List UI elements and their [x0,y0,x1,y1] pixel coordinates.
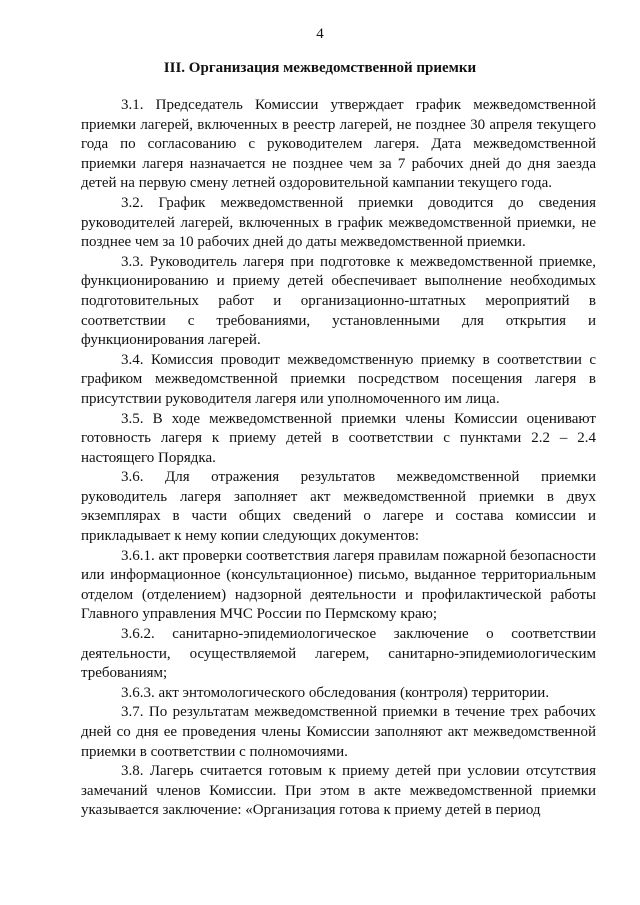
paragraph-3-8: 3.8. Лагерь считается готовым к приему детей при условии отсутствия замечаний членов Комиссии. При этом в акте межведомственной приемки указывается заключение: «Организация готова к приему детей в период [81,763,596,819]
paragraph-3-6-3: 3.6.3. акт энтомологического обследования (контроля) территории. [121,684,550,701]
section-title: III. Организация межведомственной приемки [163,60,477,76]
paragraph-3-6-2: 3.6.2. санитарно-эпидемиологическое заключение о соответствии деятельности, осуществляемой лагерем, санитарно-эпидемиологическим требованиям; [81,626,596,682]
paragraph-3-1: 3.1. Председатель Комиссии утверждает график межведомственной приемки лагерей, включенных в реестр лагерей, не позднее 30 апреля текущего года по согласованию с руководителем лагеря. Дата межведомственной приемки лагеря назначается не позднее чем за 7 рабочих дней до дня заезда детей на первую смену летней оздоровительной кампании текущего года. [81,97,596,192]
paragraph-3-7: 3.7. По результатам межведомственной приемки в течение трех рабочих дней со дня ее проведения члены Комиссии заполняют акт межведомственной приемки в соответствии с полномочиями. [81,704,596,760]
paragraph-3-5: 3.5. В ходе межведомственной приемки члены Комиссии оценивают готовность лагеря к приему детей в соответствии с пунктами 2.2 – 2.4 настоящего Порядка. [81,410,596,466]
paragraph-3-4: 3.4. Комиссия проводит межведомственную приемку в соответствии с графиком межведомственной приемки посредством посещения лагеря в присутствии руководителя лагеря или уполномоченного им лица. [81,351,596,407]
page-number: 4 [316,26,324,42]
document-body [81,96,596,821]
paragraph-3-6-1: 3.6.1. акт проверки соответствия лагеря правилам пожарной безопасности или информационное (консультационное) письмо, выданное территориальным отделом (отделением) надзорной деятельности и профилактической работы Главного управления МЧС России по Пермскому краю; [81,547,596,623]
paragraph-3-2: 3.2. График межведомственной приемки доводится до сведения руководителей лагерей, включенных в график межведомственной приемки, не позднее чем за 10 рабочих дней до даты межведомственной приемки. [81,194,596,251]
paragraph-3-3: 3.3. Руководитель лагеря при подготовке к межведомственной приемке, функционированию и приему детей обеспечивает выполнение необходимых подготовительных работ и организационно-штатных мероприятий в соответствии с требованиями, установленными для открытия и функционирования лагерей. [81,253,596,349]
paragraph-3-6: 3.6. Для отражения результатов межведомственной приемки руководитель лагеря заполняет акт межведомственной приемки в двух экземплярах в части общих сведений о лагере и состава комиссии и прикладывает к нему копии следующих документов: [81,469,596,545]
